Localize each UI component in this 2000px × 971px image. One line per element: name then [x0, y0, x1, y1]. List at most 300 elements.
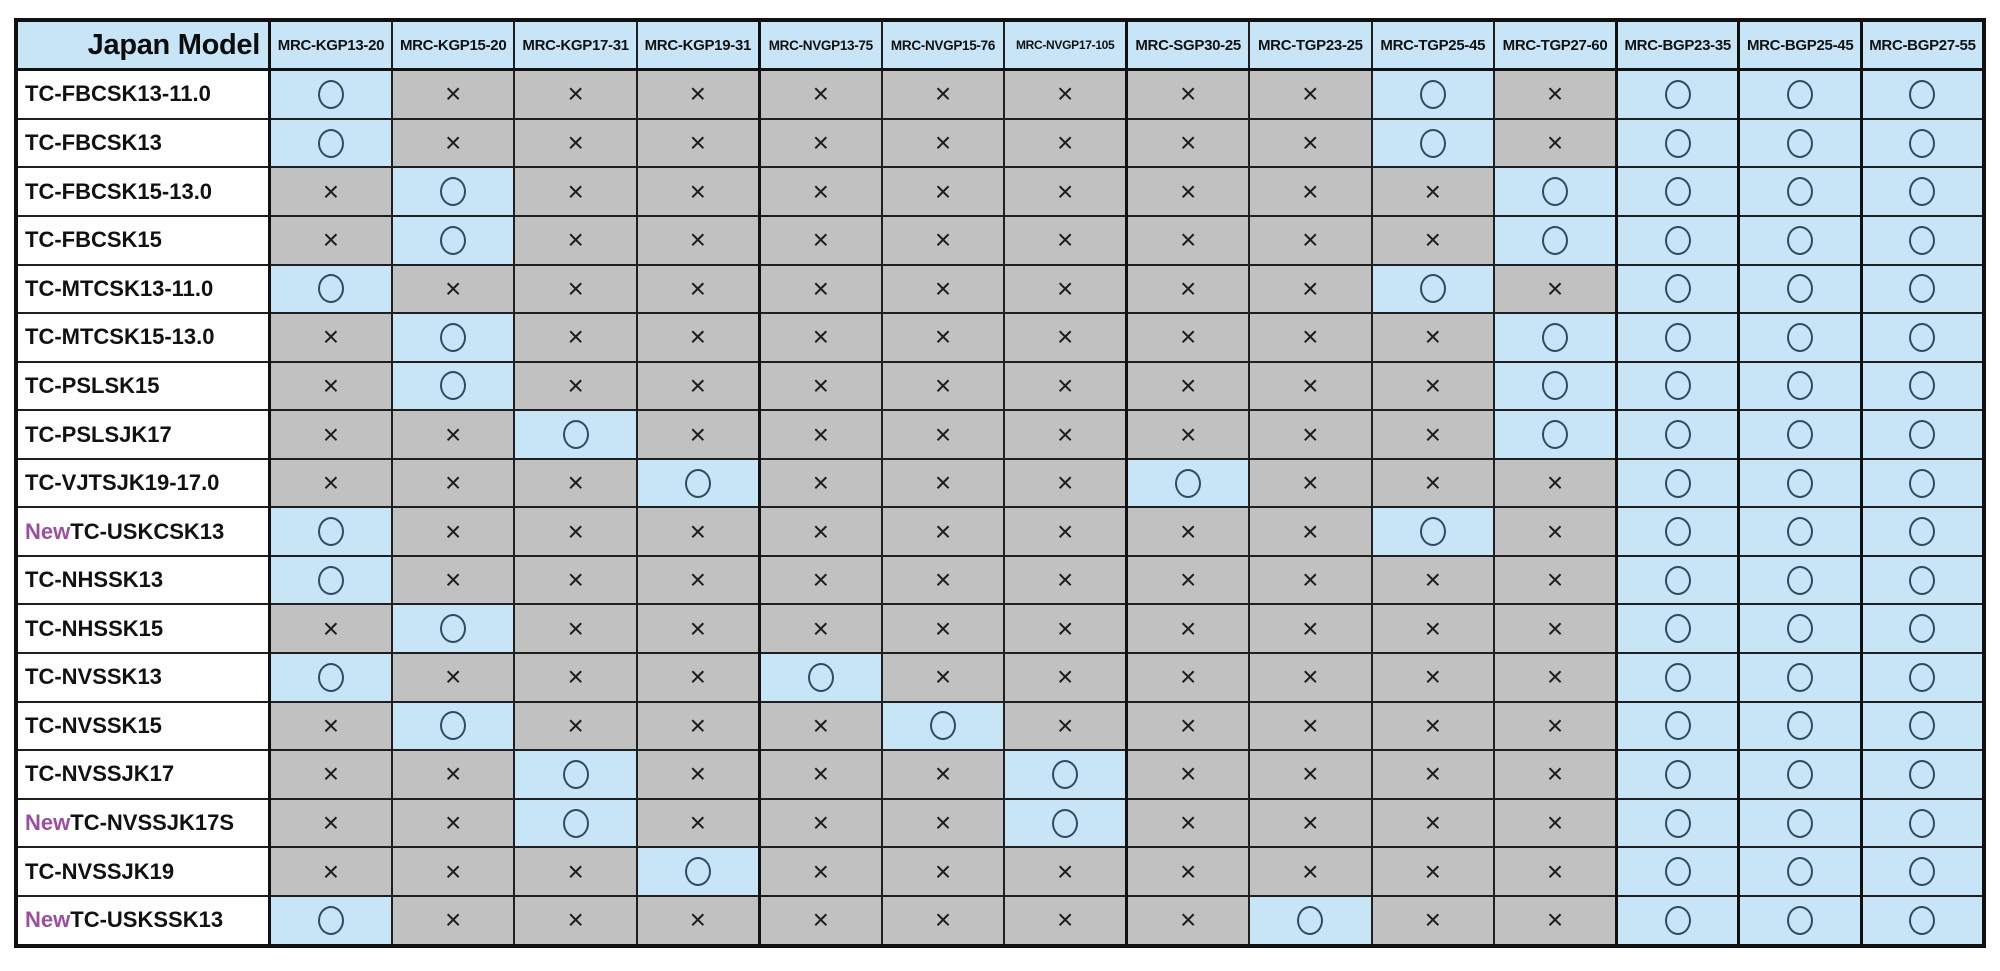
compat-cell	[759, 459, 881, 508]
compat-cell	[882, 653, 1004, 702]
compat-cell	[882, 119, 1004, 168]
compat-cell	[1739, 167, 1861, 216]
compat-cell	[637, 70, 759, 119]
cross-icon: ×	[322, 709, 340, 741]
cross-icon: ×	[1546, 661, 1564, 693]
circle-icon	[563, 809, 589, 838]
new-badge: New	[25, 810, 71, 835]
cross-icon: ×	[689, 272, 707, 304]
compat-cell	[1616, 167, 1738, 216]
model-label	[16, 847, 270, 896]
model-name: TC-USKCSK13	[70, 518, 225, 544]
cross-icon: ×	[1302, 612, 1319, 644]
compat-cell	[270, 216, 392, 265]
cross-icon: ×	[1302, 467, 1319, 499]
cross-icon: ×	[1179, 175, 1197, 207]
compat-cell	[882, 216, 1004, 265]
cross-icon: ×	[1546, 612, 1564, 644]
compat-cell	[270, 119, 392, 168]
compat-cell	[1372, 167, 1494, 216]
cross-icon: ×	[1179, 418, 1197, 450]
cross-icon: ×	[1302, 515, 1319, 547]
cross-icon: ×	[689, 904, 707, 936]
cross-icon: ×	[1302, 807, 1319, 838]
compat-cell	[392, 459, 514, 508]
compat-cell	[759, 799, 881, 848]
cross-icon: ×	[1302, 224, 1319, 256]
cross-icon: ×	[567, 127, 584, 159]
cross-icon: ×	[1546, 807, 1564, 838]
cross-icon: ×	[1057, 418, 1074, 450]
compat-cell	[1004, 702, 1126, 751]
circle-icon	[318, 663, 344, 692]
compat-cell	[882, 459, 1004, 508]
cross-icon: ×	[934, 175, 952, 207]
circle-icon	[1787, 566, 1813, 595]
cross-icon: ×	[1302, 321, 1319, 353]
compat-cell	[1127, 556, 1249, 605]
compat-cell	[882, 556, 1004, 605]
compat-cell	[514, 604, 636, 653]
cross-icon: ×	[1179, 661, 1197, 693]
cross-icon: ×	[689, 78, 707, 110]
circle-icon	[1909, 323, 1935, 352]
cross-icon: ×	[812, 224, 829, 256]
cross-icon: ×	[689, 369, 707, 401]
circle-icon	[1542, 323, 1568, 352]
cross-icon: ×	[322, 321, 340, 353]
compat-cell	[1494, 70, 1616, 119]
cross-icon: ×	[1179, 515, 1197, 547]
circle-icon	[1665, 906, 1691, 935]
compat-cell	[1861, 556, 1984, 605]
compat-cell	[1127, 265, 1249, 314]
model-name: TC-FBCSK15	[25, 227, 162, 253]
circle-icon	[318, 517, 344, 546]
compat-cell	[882, 799, 1004, 848]
cross-icon: ×	[689, 515, 707, 547]
cross-icon: ×	[1057, 855, 1074, 887]
cross-icon: ×	[322, 612, 340, 644]
compat-cell	[514, 410, 636, 459]
compat-cell	[1004, 799, 1126, 848]
cross-icon: ×	[1179, 369, 1197, 401]
model-label	[16, 653, 270, 702]
cross-icon: ×	[1302, 418, 1319, 450]
cross-icon: ×	[445, 418, 462, 450]
compat-cell	[1739, 313, 1861, 362]
cross-icon: ×	[1424, 661, 1441, 693]
model-label	[16, 119, 270, 168]
compat-cell	[1494, 896, 1616, 946]
compat-cell	[1372, 702, 1494, 751]
circle-icon	[1420, 129, 1446, 158]
table-row	[16, 410, 1984, 459]
circle-icon	[440, 177, 466, 206]
column-header: MRC-BGP27-55	[1861, 20, 1984, 70]
circle-icon	[563, 760, 589, 789]
compat-cell	[392, 653, 514, 702]
cross-icon: ×	[1179, 904, 1197, 936]
compat-cell	[882, 265, 1004, 314]
cross-icon: ×	[1179, 564, 1197, 596]
cross-icon: ×	[1546, 855, 1564, 887]
compat-cell	[1127, 653, 1249, 702]
compat-cell	[1372, 362, 1494, 411]
cross-icon: ×	[1057, 175, 1074, 207]
column-header: MRC-BGP23-35	[1616, 20, 1738, 70]
compat-cell	[759, 167, 881, 216]
compat-cell	[1372, 459, 1494, 508]
compat-cell	[637, 750, 759, 799]
compat-cell	[1127, 847, 1249, 896]
compat-cell	[1494, 216, 1616, 265]
circle-icon	[1909, 371, 1935, 400]
cross-icon: ×	[1302, 758, 1319, 790]
cross-icon: ×	[934, 224, 952, 256]
model-name: TC-FBCSK13	[25, 130, 162, 156]
table-row	[16, 119, 1984, 168]
circle-icon	[1665, 711, 1691, 740]
compat-cell	[1739, 750, 1861, 799]
cross-icon: ×	[1546, 127, 1564, 159]
cross-icon: ×	[812, 369, 829, 401]
cross-icon: ×	[567, 369, 584, 401]
compat-cell	[392, 896, 514, 946]
compat-cell	[514, 459, 636, 508]
compat-cell	[1861, 362, 1984, 411]
model-label	[16, 799, 270, 848]
circle-icon	[1909, 857, 1935, 886]
compat-cell	[514, 70, 636, 119]
table-row	[16, 459, 1984, 508]
compat-cell	[1494, 459, 1616, 508]
circle-icon	[1665, 420, 1691, 449]
circle-icon	[1787, 371, 1813, 400]
compat-cell	[637, 265, 759, 314]
compat-cell	[1372, 750, 1494, 799]
compat-cell	[1249, 313, 1371, 362]
cross-icon: ×	[934, 807, 952, 838]
circle-icon	[1787, 711, 1813, 740]
compat-cell	[759, 362, 881, 411]
compat-cell	[1372, 119, 1494, 168]
circle-icon	[1787, 323, 1813, 352]
model-label	[16, 70, 270, 119]
cross-icon: ×	[1424, 709, 1441, 741]
circle-icon	[1909, 177, 1935, 206]
new-badge: New	[25, 518, 71, 544]
compat-cell	[514, 847, 636, 896]
cross-icon: ×	[812, 175, 829, 207]
cross-icon: ×	[445, 467, 462, 499]
model-name: TC-FBCSK13-11.0	[25, 81, 211, 107]
cross-icon: ×	[812, 78, 829, 110]
cross-icon: ×	[934, 855, 952, 887]
circle-icon	[440, 614, 466, 643]
circle-icon	[1787, 857, 1813, 886]
cross-icon: ×	[1179, 807, 1197, 838]
circle-icon	[1542, 420, 1568, 449]
compat-cell	[1127, 410, 1249, 459]
compat-cell	[514, 702, 636, 751]
cross-icon: ×	[934, 127, 952, 159]
compat-cell	[1494, 702, 1616, 751]
cross-icon: ×	[1179, 709, 1197, 741]
cross-icon: ×	[1057, 321, 1074, 353]
compat-cell	[270, 750, 392, 799]
cross-icon: ×	[1546, 709, 1564, 741]
circle-icon	[1787, 809, 1813, 838]
compat-cell	[1004, 750, 1126, 799]
model-label	[16, 265, 270, 314]
model-label	[16, 167, 270, 216]
compat-cell	[1494, 410, 1616, 459]
model-name: TC-VJTSJK19-17.0	[25, 470, 220, 496]
compat-cell	[882, 507, 1004, 556]
cross-icon: ×	[567, 515, 584, 547]
circle-icon	[1787, 469, 1813, 498]
compat-cell	[1861, 653, 1984, 702]
compat-cell	[1739, 459, 1861, 508]
compat-cell	[1249, 70, 1371, 119]
model-name: TC-PSLSJK17	[25, 421, 172, 447]
cross-icon: ×	[1179, 224, 1197, 256]
compat-cell	[637, 119, 759, 168]
circle-icon	[1665, 566, 1691, 595]
compat-cell	[759, 896, 881, 946]
model-name: TC-NHSSK13	[25, 567, 164, 593]
circle-icon	[1665, 129, 1691, 158]
compat-cell	[1249, 362, 1371, 411]
compat-cell	[1127, 604, 1249, 653]
cross-icon: ×	[1424, 855, 1441, 887]
cross-icon: ×	[1179, 78, 1197, 110]
cross-icon: ×	[445, 515, 462, 547]
compat-cell	[514, 265, 636, 314]
compat-cell	[1372, 265, 1494, 314]
compat-cell	[1372, 70, 1494, 119]
compat-cell	[759, 702, 881, 751]
compat-cell	[1372, 604, 1494, 653]
circle-icon	[1052, 809, 1078, 838]
compat-cell	[1616, 70, 1738, 119]
circle-icon	[1909, 80, 1935, 109]
compat-cell	[1861, 750, 1984, 799]
circle-icon	[1787, 274, 1813, 303]
compat-cell	[1494, 847, 1616, 896]
compat-cell	[392, 265, 514, 314]
cross-icon: ×	[1057, 515, 1074, 547]
cross-icon: ×	[812, 272, 829, 304]
compat-cell	[270, 604, 392, 653]
compat-cell	[270, 167, 392, 216]
model-label	[16, 459, 270, 508]
circle-icon	[318, 80, 344, 109]
compat-cell	[759, 265, 881, 314]
compat-cell	[1127, 459, 1249, 508]
cross-icon: ×	[1424, 564, 1441, 596]
compat-cell	[1249, 410, 1371, 459]
compat-cell	[637, 896, 759, 946]
circle-icon	[1787, 420, 1813, 449]
compat-cell	[1494, 119, 1616, 168]
model-name: TC-NVSSK15	[25, 712, 162, 738]
cross-icon: ×	[322, 224, 340, 256]
circle-icon	[685, 469, 711, 498]
cross-icon: ×	[567, 467, 584, 499]
compat-cell	[1249, 604, 1371, 653]
circle-icon	[1909, 420, 1935, 449]
cross-icon: ×	[689, 224, 707, 256]
cross-icon: ×	[934, 661, 952, 693]
column-header: MRC-SGP30-25	[1127, 20, 1249, 70]
compat-cell	[270, 653, 392, 702]
compat-cell	[882, 896, 1004, 946]
model-name: TC-FBCSK15-13.0	[25, 178, 213, 204]
compat-cell	[1372, 896, 1494, 946]
compat-cell	[1616, 750, 1738, 799]
compat-cell	[1739, 702, 1861, 751]
compat-cell	[1127, 70, 1249, 119]
circle-icon	[1420, 80, 1446, 109]
cross-icon: ×	[567, 272, 584, 304]
compat-cell	[1127, 216, 1249, 265]
model-label	[16, 507, 270, 556]
table-body	[16, 70, 1984, 947]
compat-cell	[392, 70, 514, 119]
compat-cell	[1004, 313, 1126, 362]
cross-icon: ×	[689, 418, 707, 450]
compat-cell	[1861, 507, 1984, 556]
compat-cell	[1004, 119, 1126, 168]
table-row	[16, 313, 1984, 362]
compat-cell	[637, 702, 759, 751]
compat-cell	[392, 216, 514, 265]
circle-icon	[1787, 80, 1813, 109]
cross-icon: ×	[812, 709, 829, 741]
compat-cell	[1861, 119, 1984, 168]
circle-icon	[1297, 906, 1323, 935]
compat-cell	[1004, 556, 1126, 605]
circle-icon	[1420, 274, 1446, 303]
compat-cell	[1616, 507, 1738, 556]
cross-icon: ×	[445, 564, 462, 596]
compat-cell	[882, 847, 1004, 896]
compat-cell	[1004, 604, 1126, 653]
compat-cell	[392, 847, 514, 896]
compat-cell	[637, 799, 759, 848]
compat-cell	[392, 313, 514, 362]
compat-cell	[1127, 507, 1249, 556]
circle-icon	[1787, 663, 1813, 692]
table-row	[16, 847, 1984, 896]
compat-cell	[1372, 216, 1494, 265]
compat-cell	[1861, 410, 1984, 459]
cross-icon: ×	[1057, 272, 1074, 304]
compat-cell	[1739, 653, 1861, 702]
cross-icon: ×	[1057, 564, 1074, 596]
compat-cell	[270, 70, 392, 119]
compat-cell	[637, 507, 759, 556]
table-row	[16, 265, 1984, 314]
cross-icon: ×	[567, 661, 584, 693]
circle-icon	[1665, 177, 1691, 206]
compat-cell	[1372, 799, 1494, 848]
cross-icon: ×	[1179, 321, 1197, 353]
compat-cell	[1249, 507, 1371, 556]
compat-cell	[1249, 653, 1371, 702]
cross-icon: ×	[445, 758, 462, 790]
cross-icon: ×	[1302, 564, 1319, 596]
compat-cell	[1739, 265, 1861, 314]
cross-icon: ×	[1302, 709, 1319, 741]
compat-cell	[392, 556, 514, 605]
cross-icon: ×	[689, 321, 707, 353]
cross-icon: ×	[812, 612, 829, 644]
compat-cell	[1249, 799, 1371, 848]
column-header: MRC-NVGP17-105	[1004, 20, 1126, 70]
cross-icon: ×	[1057, 127, 1074, 159]
compat-cell	[1372, 313, 1494, 362]
compat-cell	[882, 167, 1004, 216]
compat-cell	[270, 265, 392, 314]
compat-cell	[1004, 507, 1126, 556]
compat-cell	[637, 556, 759, 605]
compat-cell	[882, 750, 1004, 799]
compat-cell	[1249, 702, 1371, 751]
circle-icon	[440, 323, 466, 352]
cross-icon: ×	[1424, 904, 1441, 936]
table-row	[16, 216, 1984, 265]
circle-icon	[440, 226, 466, 255]
compat-cell	[514, 119, 636, 168]
column-header: MRC-TGP25-45	[1372, 20, 1494, 70]
cross-icon: ×	[1546, 515, 1564, 547]
circle-icon	[1909, 663, 1935, 692]
model-name: TC-NVSSJK17	[25, 761, 175, 787]
circle-icon	[1787, 760, 1813, 789]
compat-cell	[1739, 70, 1861, 119]
table-row	[16, 556, 1984, 605]
compat-cell	[1739, 847, 1861, 896]
compat-cell	[1616, 653, 1738, 702]
compat-cell	[392, 362, 514, 411]
cross-icon: ×	[934, 515, 952, 547]
compat-cell	[1861, 799, 1984, 848]
compat-cell	[637, 216, 759, 265]
cross-icon: ×	[689, 807, 707, 838]
cross-icon: ×	[322, 175, 340, 207]
cross-icon: ×	[567, 904, 584, 936]
circle-icon	[1909, 274, 1935, 303]
circle-icon	[1787, 517, 1813, 546]
compat-cell	[1616, 799, 1738, 848]
circle-icon	[808, 663, 834, 692]
column-header: MRC-KGP19-31	[637, 20, 759, 70]
cross-icon: ×	[1546, 758, 1564, 790]
cross-icon: ×	[445, 661, 462, 693]
compat-cell	[637, 362, 759, 411]
cross-icon: ×	[689, 127, 707, 159]
compat-cell	[882, 313, 1004, 362]
compat-cell	[514, 896, 636, 946]
cross-icon: ×	[567, 321, 584, 353]
compat-cell	[392, 604, 514, 653]
cross-icon: ×	[1057, 904, 1074, 936]
table-row	[16, 362, 1984, 411]
compat-cell	[882, 362, 1004, 411]
